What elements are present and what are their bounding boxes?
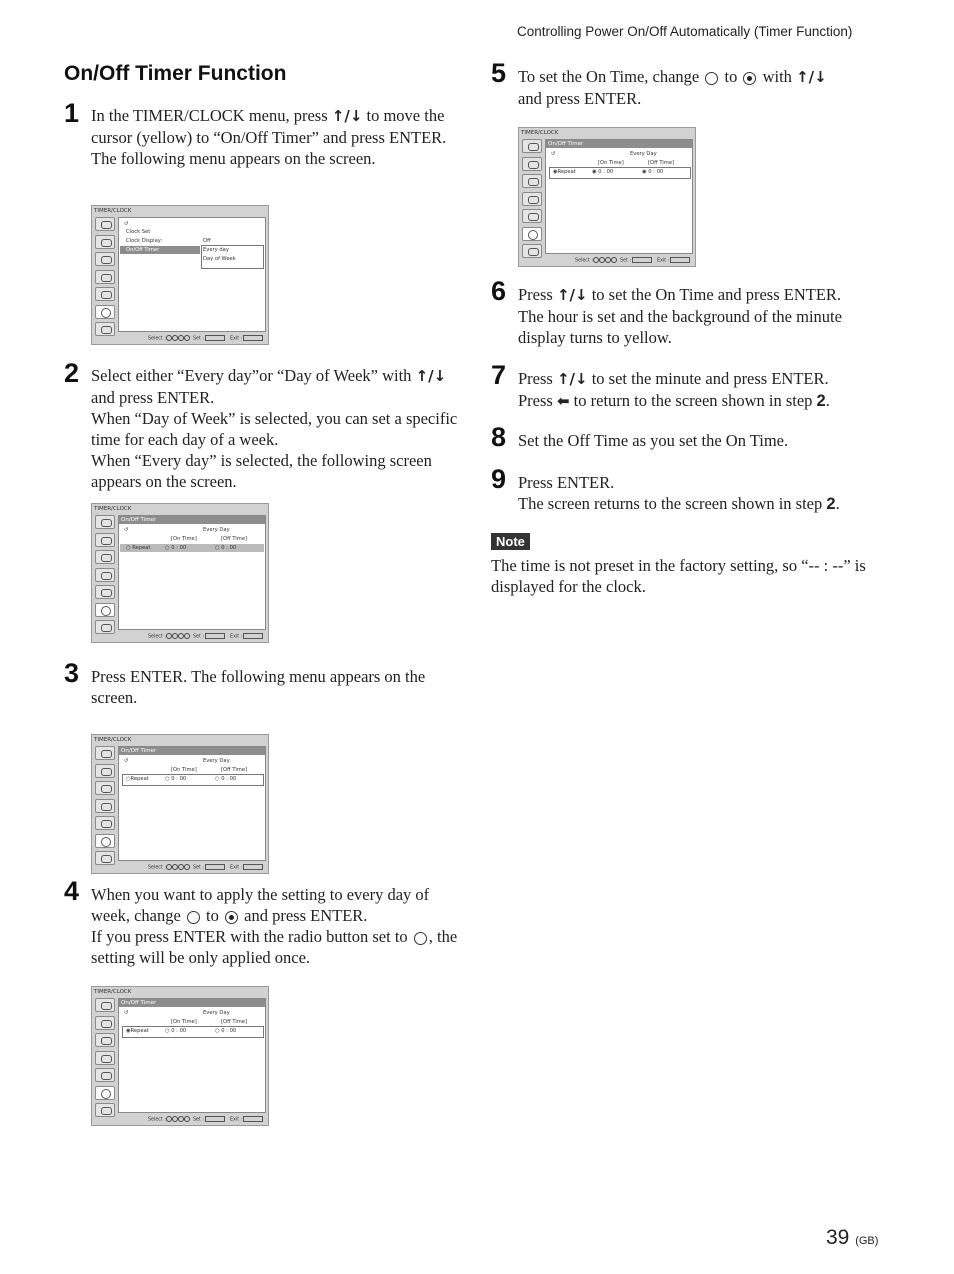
radio-on-icon [743,72,756,85]
step-6-text: Press ↑/↓ to set the On Time and press ENTER. The hour is set and the background of the minute display turns to yellow. [518,285,842,347]
up-down-arrow-icon: ↑/↓ [556,286,588,304]
menu-icon-column [95,217,117,340]
menu-screenshot-4: TIMER/CLOCK On/Off Timer ↺ Every Day [On Time] [Off Time] ◉Repeat ○ 0 : 00 ○ 0 : 00 Select : Set : Exit : [91,986,269,1126]
step-5-text: To set the On Time, change to with ↑/↓ and press ENTER. [518,67,827,108]
left-arrow-icon: ⬅ [556,392,570,410]
step-4-text: When you want to apply the setting to every day of week, change to and press ENTER. If you press ENTER with the radio button set to , the setting will be only applied once. [91,885,458,967]
radio-on-icon [225,911,238,924]
menu-screenshot-3: TIMER/CLOCK On/Off Timer ↺ Every Day [On Time] [Off Time] ○Repeat ○ 0 : 00 ○ 0 : 00 Select : Set : Exit : [91,734,269,874]
step-9-text: Press ENTER. The screen returns to the screen shown in step 2. [518,473,840,513]
note-text: The time is not preset in the factory setting, so “-- : --” is displayed for the clock. [491,556,866,596]
step-number: 5 [491,58,507,88]
up-down-arrow-icon: ↑/↓ [331,107,363,125]
menu-screenshot-5: TIMER/CLOCK On/Off Timer ↺ Every Day [On Time] [Off Time] ◉Repeat ◉ 0 : 00 ◉ 0 : 00 Select : Set : Exit : [518,127,696,267]
clock-icon [522,227,542,241]
running-header: Controlling Power On/Off Automatically (Timer Function) [517,24,853,39]
radio-off-icon [414,932,427,945]
step-7-text: Press ↑/↓ to set the minute and press ENTER. Press ⬅ to return to the screen shown in step 2. [518,369,830,410]
up-down-arrow-icon: ↑/↓ [415,367,447,385]
step-1-text: In the TIMER/CLOCK menu, press ↑/↓ to move the cursor (yellow) to “On/Off Timer” and press ENTER. The following menu appears on the screen. [91,106,447,168]
up-down-arrow-icon: ↑/↓ [796,68,827,86]
step-number: 8 [491,422,507,452]
section-title: On/Off Timer Function [64,62,287,85]
step-2-text: Select either “Every day”or “Day of Week” with ↑/↓ and press ENTER. When “Day of Week” is selected, you can set a specific time for each day of a week. When “Every day” is selected, the following screen appears on the screen. [91,366,458,491]
menu-screenshot-1: TIMER/CLOCK ↺ Clock Set Clock Display: Off On/Off Timer Every day Day of Week Select : Set : Exit : [91,205,269,345]
step-number: 4 [64,876,80,906]
step-number: 9 [491,464,507,494]
step-number: 7 [491,360,507,390]
step-number: 3 [64,658,80,688]
step-3-text: Press ENTER. The following menu appears on the screen. [91,667,426,707]
radio-off-icon [705,72,718,85]
step-number: 6 [491,276,507,306]
step-number: 2 [64,358,80,388]
step-8-text: Set the Off Time as you set the On Time. [518,431,789,450]
up-down-arrow-icon: ↑/↓ [556,370,588,388]
step-number: 1 [64,98,80,128]
menu-screenshot-2: TIMER/CLOCK On/Off Timer ↺ Every Day [On Time] [Off Time] ○ Repeat ○ 0 : 00 ○ 0 : 00 Select : Set : Exit : [91,503,269,643]
clock-icon [95,603,115,617]
radio-off-icon [187,911,200,924]
page-number: 39 (GB) [826,1226,879,1249]
clock-icon [95,305,115,319]
note-badge: Note [491,533,530,550]
clock-icon [95,834,115,848]
clock-icon [95,1086,115,1100]
